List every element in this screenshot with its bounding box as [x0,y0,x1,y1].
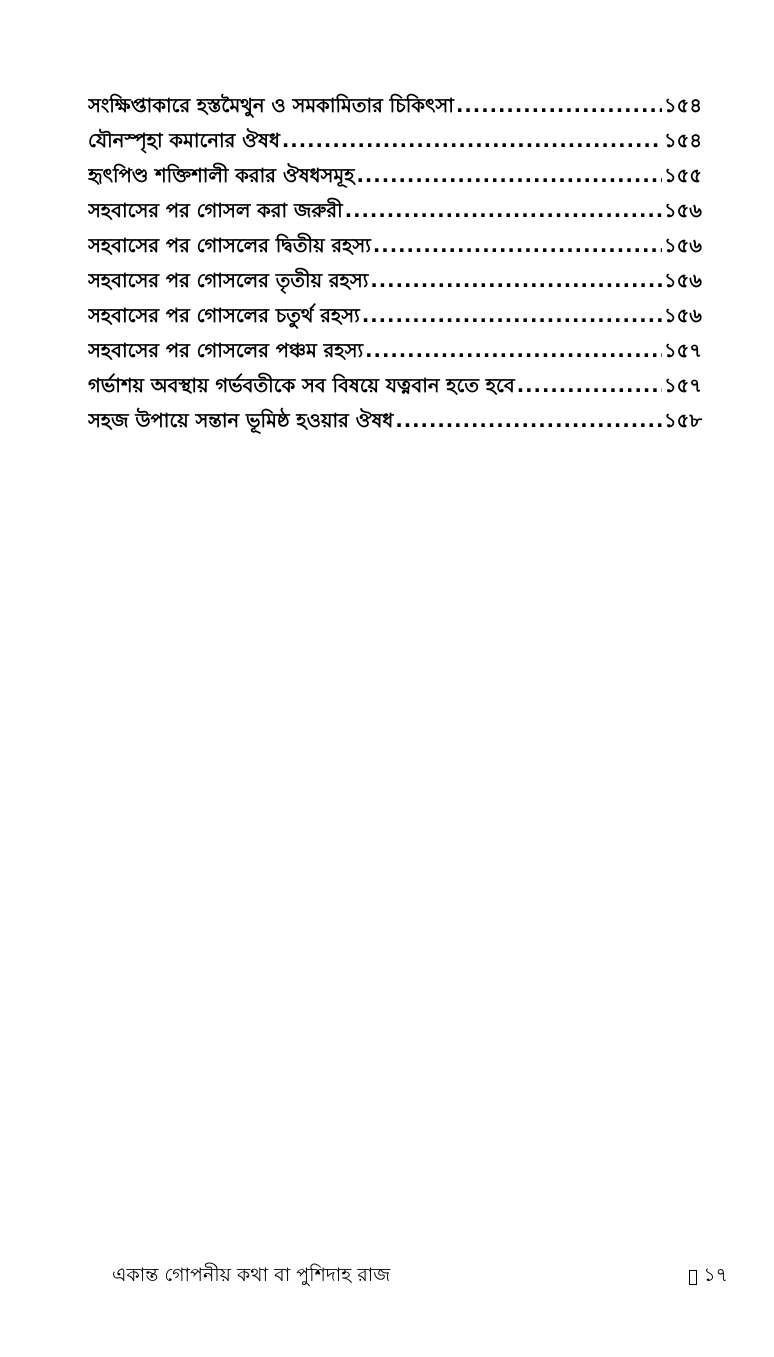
toc-entry-title: গর্ভাশয় অবস্থায় গর্ভবতীকে সব বিষয়ে যত্নবান হতে হবে [88,374,515,397]
dot-leader [370,269,662,292]
dot-leader [362,304,662,327]
dot-leader [365,339,662,362]
page-number: ১৭ [703,1264,728,1286]
toc-entry-title: সহবাসের পর গোসলের পঞ্চম রহস্য [88,339,364,362]
toc-entry[interactable] [88,372,702,407]
toc-entry-page: ১৫৪ [664,129,702,152]
toc-entry[interactable] [88,232,702,267]
folio [689,1261,728,1293]
toc-entry-page: ১৫৬ [664,199,702,222]
dot-leader [373,234,662,257]
page-footer [112,1262,728,1292]
toc-entry-title: যৌনস্পৃহা কমানোর ঔষধ [88,129,280,152]
toc-entry[interactable] [88,127,702,162]
toc-entry-title: সহবাসের পর গোসলের দ্বিতীয় রহস্য [88,234,371,257]
toc-entry-title: হৃৎপিণ্ড শক্তিশালী করার ঔষধসমূহ [88,164,355,187]
toc-entry-page: ১৫৪ [664,94,702,117]
toc-entry[interactable] [88,92,702,127]
dot-leader [345,199,662,222]
table-of-contents [88,92,702,442]
toc-entry[interactable] [88,407,702,442]
toc-entry-page: ১৫৮ [664,409,702,432]
toc-entry-title: সহবাসের পর গোসলের তৃতীয় রহস্য [88,269,369,292]
toc-entry[interactable] [88,337,702,372]
dot-leader [456,94,662,117]
dot-leader [356,164,662,187]
toc-entry[interactable] [88,302,702,337]
dot-leader [282,129,662,152]
toc-entry-title: সহবাসের পর গোসল করা জরুরী [88,199,343,222]
toc-entry-page: ১৫৬ [664,304,702,327]
toc-entry-page: ১৫৭ [664,339,702,362]
toc-entry-title: সহজ উপায়ে সন্তান ভূমিষ্ঠ হওয়ার ঔষধ [88,409,394,432]
toc-entry-page: ১৫৭ [664,374,702,397]
dot-leader [395,409,662,432]
toc-entry-page: ১৫৬ [664,269,702,292]
toc-entry-title: সংক্ষিপ্তাকারে হস্তমৈথুন ও সমকামিতার চিকিৎসা [88,94,454,117]
toc-entry[interactable] [88,197,702,232]
running-title: একান্ত গোপনীয় কথা বা পুশিদাহ রাজ [112,1264,391,1286]
box-icon [689,1270,697,1285]
toc-entry-page: ১৫৫ [664,164,702,187]
toc-entry[interactable] [88,267,702,302]
toc-entry[interactable] [88,162,702,197]
dot-leader [517,374,662,397]
toc-entry-title: সহবাসের পর গোসলের চতুর্থ রহস্য [88,304,360,327]
toc-entry-page: ১৫৬ [664,234,702,257]
